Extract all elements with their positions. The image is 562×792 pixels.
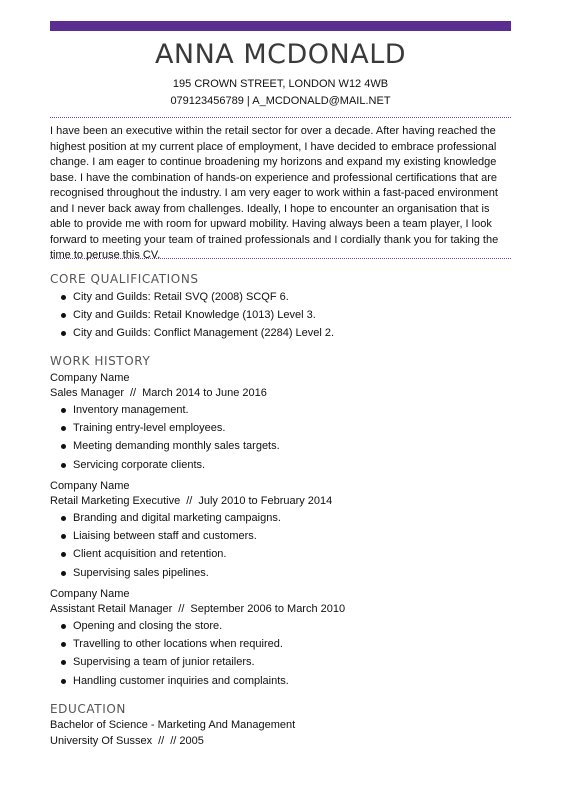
list-item: Liaising between staff and customers. xyxy=(50,527,511,545)
list-item: Supervising a team of junior retailers. xyxy=(50,653,511,671)
job-title: Retail Marketing Executive xyxy=(50,495,181,507)
job-title: Assistant Retail Manager xyxy=(50,603,173,615)
email-address: A_MCDONALD@MAIL.NET xyxy=(252,95,391,107)
section-heading-education: EDUCATION xyxy=(50,702,126,716)
job-duties xyxy=(50,617,511,690)
contact-line xyxy=(50,95,511,107)
education-separator-2: // xyxy=(170,735,177,747)
job-separator: // xyxy=(186,495,193,507)
section-heading-qualifications: CORE QUALIFICATIONS xyxy=(50,272,199,286)
list-item: Handling customer inquiries and complaints. xyxy=(50,672,511,690)
education-separator: // xyxy=(158,735,165,747)
contact-separator: | xyxy=(246,95,250,107)
list-item: Training entry-level employees. xyxy=(50,419,511,437)
job-company: Company Name xyxy=(50,588,130,600)
list-item: City and Guilds: Retail SVQ (2008) SCQF 6. xyxy=(50,288,511,306)
list-item: Supervising sales pipelines. xyxy=(50,564,511,582)
list-item: Client acquisition and retention. xyxy=(50,545,511,563)
list-item: Branding and digital marketing campaigns. xyxy=(50,509,511,527)
job-title-line xyxy=(50,495,332,507)
section-heading-work-history: WORK HISTORY xyxy=(50,354,151,368)
job-duties xyxy=(50,509,511,582)
phone-number: 079123456789 xyxy=(170,95,244,107)
job-title-line xyxy=(50,603,345,615)
job-title: Sales Manager xyxy=(50,387,124,399)
education-school: University Of Sussex xyxy=(50,735,153,747)
job-separator: // xyxy=(178,603,185,615)
job-separator: // xyxy=(130,387,137,399)
professional-summary: I have been an executive within the retail sector for over a decade. After having reached the highest position at my current place of employment, I have decided to embrace professional change. I am eager to continue broadening my horizons and expand my existing knowledge base. I have the combination of hands-on experience and professional certifications that are recognised throughout the industry. I am very eager to work within a fast-paced environment and I never back away from challenges. Ideally, I hope to encounter an organisation that is able to provide me with room for upward mobility. Having always been a team player, I look forward to meeting your team of trained professionals and I cordially thank you for taking the time to peruse this CV. xyxy=(50,125,499,261)
accent-bar xyxy=(50,21,511,31)
job-dates: September 2006 to March 2010 xyxy=(190,603,346,615)
list-item: Inventory management. xyxy=(50,401,511,419)
job-company: Company Name xyxy=(50,480,130,492)
qualifications-list xyxy=(50,288,511,343)
job-company: Company Name xyxy=(50,372,130,384)
divider-top xyxy=(50,117,511,118)
list-item: City and Guilds: Retail Knowledge (1013) Level 3. xyxy=(50,306,511,324)
divider-bottom xyxy=(50,258,511,259)
job-dates: July 2010 to February 2014 xyxy=(198,495,333,507)
list-item: Servicing corporate clients. xyxy=(50,456,511,474)
list-item: Meeting demanding monthly sales targets. xyxy=(50,437,511,455)
list-item: City and Guilds: Conflict Management (2284) Level 2. xyxy=(50,324,511,342)
job-duties xyxy=(50,401,511,474)
list-item: Travelling to other locations when required. xyxy=(50,635,511,653)
candidate-name: ANNA MCDONALD xyxy=(154,39,407,70)
job-dates: March 2014 to June 2016 xyxy=(142,387,267,399)
education-degree: Bachelor of Science - Marketing And Management xyxy=(50,719,296,731)
job-title-line xyxy=(50,387,267,399)
education-school-line xyxy=(50,735,204,747)
address: 195 CROWN STREET, LONDON W12 4WB xyxy=(172,78,389,90)
education-year: 2005 xyxy=(179,735,204,747)
list-item: Opening and closing the store. xyxy=(50,617,511,635)
